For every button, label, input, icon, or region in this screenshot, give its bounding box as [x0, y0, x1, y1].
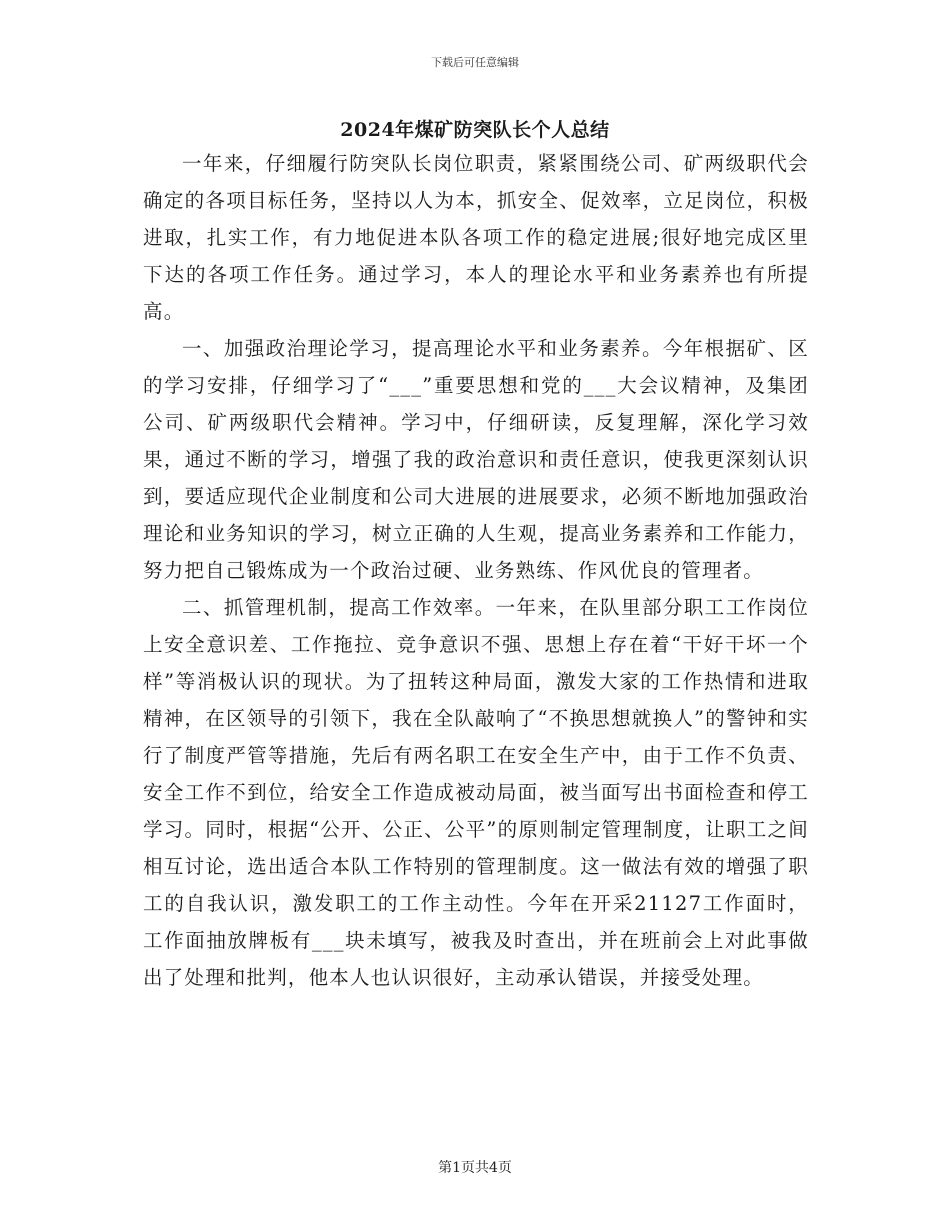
- page-footer: 第1页共4页: [438, 1160, 512, 1176]
- paragraph-intro: 一年来，仔细履行防突队长岗位职责，紧紧围绕公司、矿两级职代会确定的各项目标任务，坚持以人为本，抓安全、促效率，立足岗位，积极进取，扎实工作，有力地促进本队各项工作的稳定进展;很好地完成区里下达的各项工作任务。通过学习，本人的理论水平和业务素养也有所提高。: [143, 152, 809, 323]
- document-body: [143, 145, 809, 996]
- paragraph-political-study: 一、加强政治理论学习，提高理论水平和业务素养。今年根据矿、区的学习安排，仔细学习了“___”重要思想和党的___大会议精神，及集团公司、矿两级职代会精神。学习中，仔细研读，反复理解，深化学习效果，通过不断的学习，增强了我的政治意识和责任意识，使我更深刻认识到，要适应现代企业制度和公司大进展的进展要求，必须不断地加强政治理论和业务知识的学习，树立正确的人生观，提高业务素养和工作能力，努力把自己锻炼成为一个政治过硬、业务熟练、作风优良的管理者。: [143, 337, 809, 582]
- paragraph-management: 二、抓管理机制，提高工作效率。一年来，在队里部分职工工作岗位上安全意识差、工作拖拉、竞争意识不强、思想上存在着“干好干坏一个样”等消极认识的现状。为了扭转这种局面，激发大家的工作热情和进取精神，在区领导的引领下，我在全队敲响了“不换思想就换人”的警钟和实行了制度严管等措施，先后有两名职工在安全生产中，由于工作不负责、安全工作不到位，给安全工作造成被动局面，被当面写出书面检查和停工学习。同时，根据“公开、公正、公平”的原则制定管理制度，让职工之间相互讨论，选出适合本队工作特别的管理制度。这一做法有效的增强了职工的自我认识，激发职工的工作主动性。今年在开采21127工作面时，工作面抽放牌板有___块未填写，被我及时查出，并在班前会上对此事做出了处理和批判，他本人也认识很好，主动承认错误，并接受处理。: [143, 596, 809, 989]
- header-note: 下载后可任意编辑: [431, 56, 519, 69]
- document-title: 2024年煤矿防突队长个人总结: [340, 119, 610, 141]
